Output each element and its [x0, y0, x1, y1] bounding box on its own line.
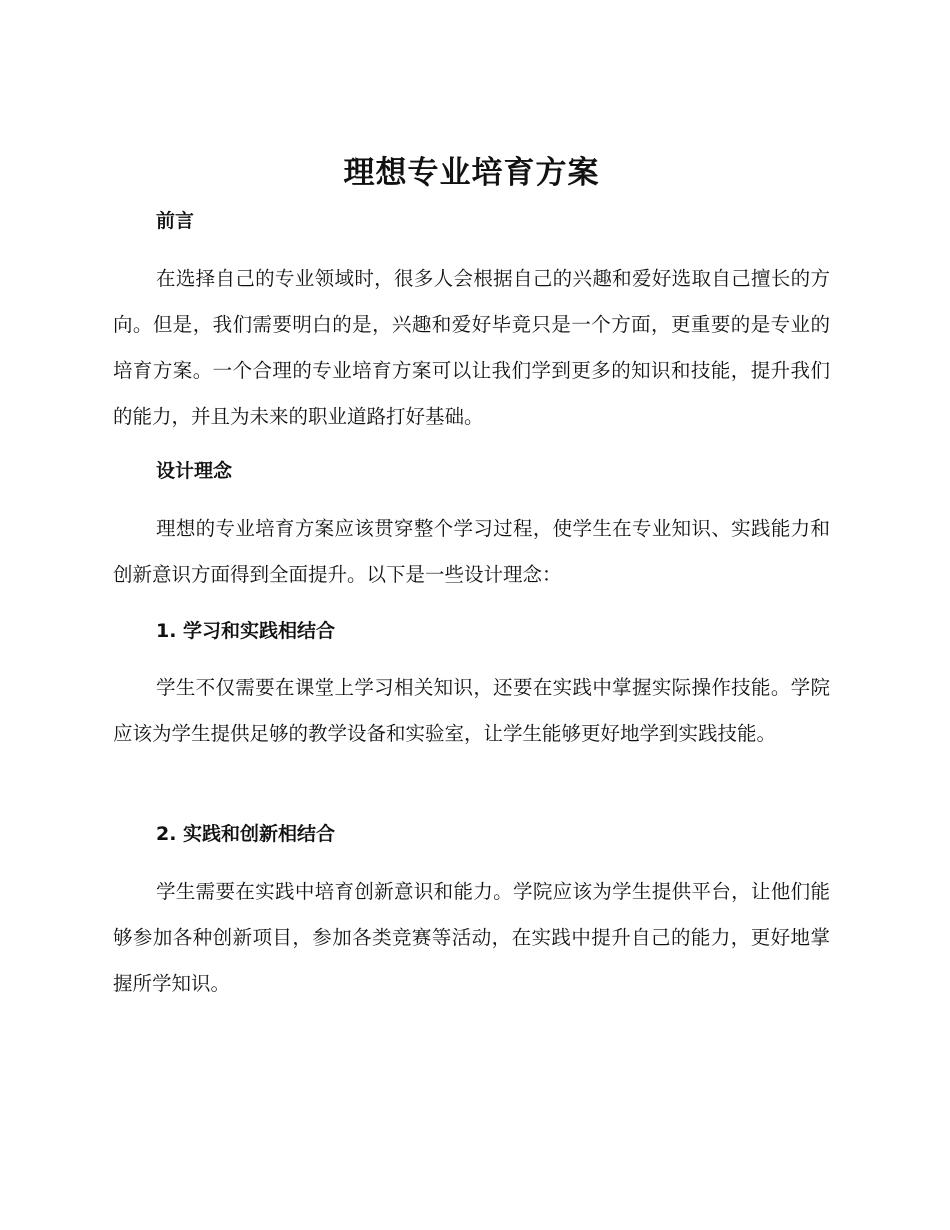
section-heading-design-concept: 设计理念: [156, 460, 233, 482]
section-body-preface: 在选择自己的专业领域时，很多人会根据自己的兴趣和爱好选取自己擅长的方向。但是，我们需要明白的是，兴趣和爱好毕竟只是一个方面，更重要的是专业的培育方案。一个合理的专业培育方案可以让我们学到更多的知识和技能，提升我们的能力，并且为未来的职业道路打好基础。: [113, 267, 830, 428]
document-title: 理想专业培育方案: [343, 155, 600, 191]
section-heading-learning-practice: 1. 学习和实践相结合: [156, 620, 336, 642]
section-body-design-concept: 理想的专业培育方案应该贯穿整个学习过程，使学生在专业知识、实践能力和创新意识方面得到全面提升。以下是一些设计理念：: [113, 517, 830, 586]
section-body-practice-innovation: 学生需要在实践中培育创新意识和能力。学院应该为学生提供平台，让他们能够参加各种创新项目，参加各类竞赛等活动，在实践中提升自己的能力，更好地掌握所学知识。: [113, 880, 830, 995]
section-body-learning-practice: 学生不仅需要在课堂上学习相关知识，还要在实践中掌握实际操作技能。学院应该为学生提供足够的教学设备和实验室，让学生能够更好地学到实践技能。: [113, 676, 830, 745]
section-heading-preface: 前言: [156, 210, 195, 232]
section-heading-practice-innovation: 2. 实践和创新相结合: [156, 823, 336, 845]
